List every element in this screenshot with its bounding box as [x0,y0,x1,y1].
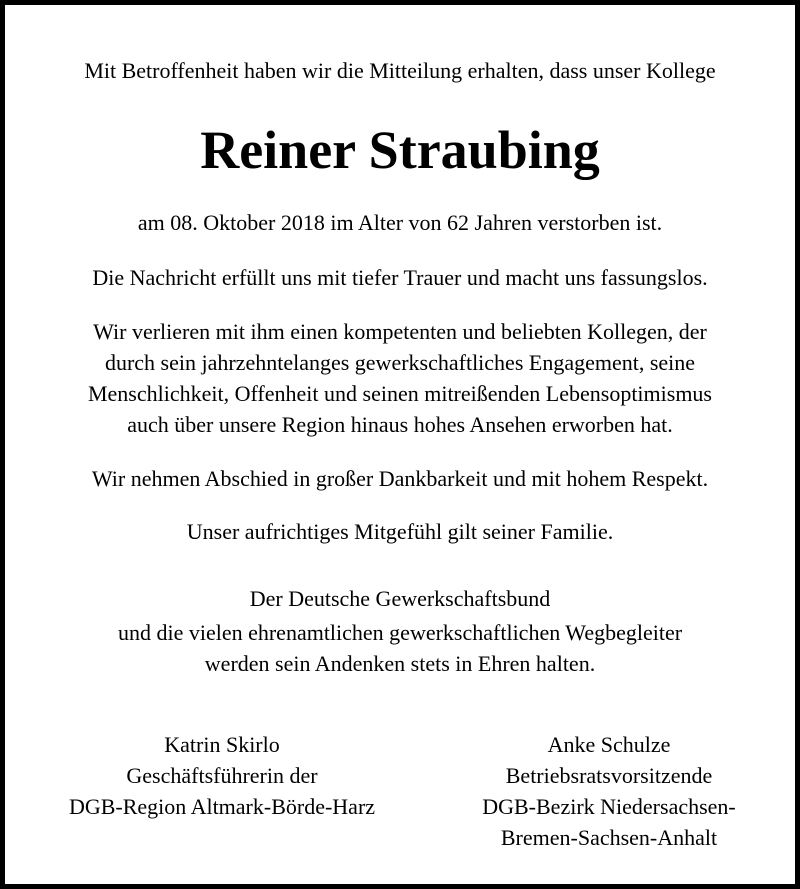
deceased-name: Reiner Straubing [200,120,600,180]
tribute-line: auch über unsere Region hinaus hohes Ansehen erworben hat. [127,412,673,437]
tribute-line: Wir verlieren mit ihm einen kompetenten und beliebten Kollegen, der [93,319,707,344]
signatory-org: Bremen-Sachsen-Anhalt [500,825,718,850]
closing-line: und die vielen ehrenamtlichen gewerkschaftlichen Wegbegleiter [117,620,683,645]
signatory-left [42,729,402,822]
tribute-line: durch sein jahrzehntelanges gewerkschaftliches Engagement, seine [104,350,696,375]
death-date-text: am 08. Oktober 2018 im Alter von 62 Jahren verstorben ist. [137,210,663,235]
grief-paragraph: Die Nachricht erfüllt uns mit tiefer Trauer und macht uns fassungslos. [92,265,708,290]
condolence-paragraph: Unser aufrichtiges Mitgefühl gilt seiner Familie. [186,519,614,544]
signatory-name: Katrin Skirlo [164,732,280,757]
intro-text: Mit Betroffenheit haben wir die Mitteilung erhalten, dass unser Kollege [84,58,716,83]
farewell-paragraph: Wir nehmen Abschied in großer Dankbarkeit und mit hohem Respekt. [91,466,709,491]
closing-line: werden sein Andenken stets in Ehren halten. [204,651,596,676]
signatory-name: Anke Schulze [547,732,671,757]
signatory-role: Betriebsratsvorsitzende [505,763,713,788]
signatory-role: Geschäftsführerin der [126,763,318,788]
signatory-org: DGB-Region Altmark-Börde-Harz [68,794,376,819]
signatory-org: DGB-Bezirk Niedersachsen- [482,794,736,819]
closing-line: Der Deutsche Gewerkschaftsbund [249,586,551,611]
signatory-right [429,729,789,853]
tribute-line: Menschlichkeit, Offenheit und seinen mitreißenden Lebensoptimismus [87,381,712,406]
